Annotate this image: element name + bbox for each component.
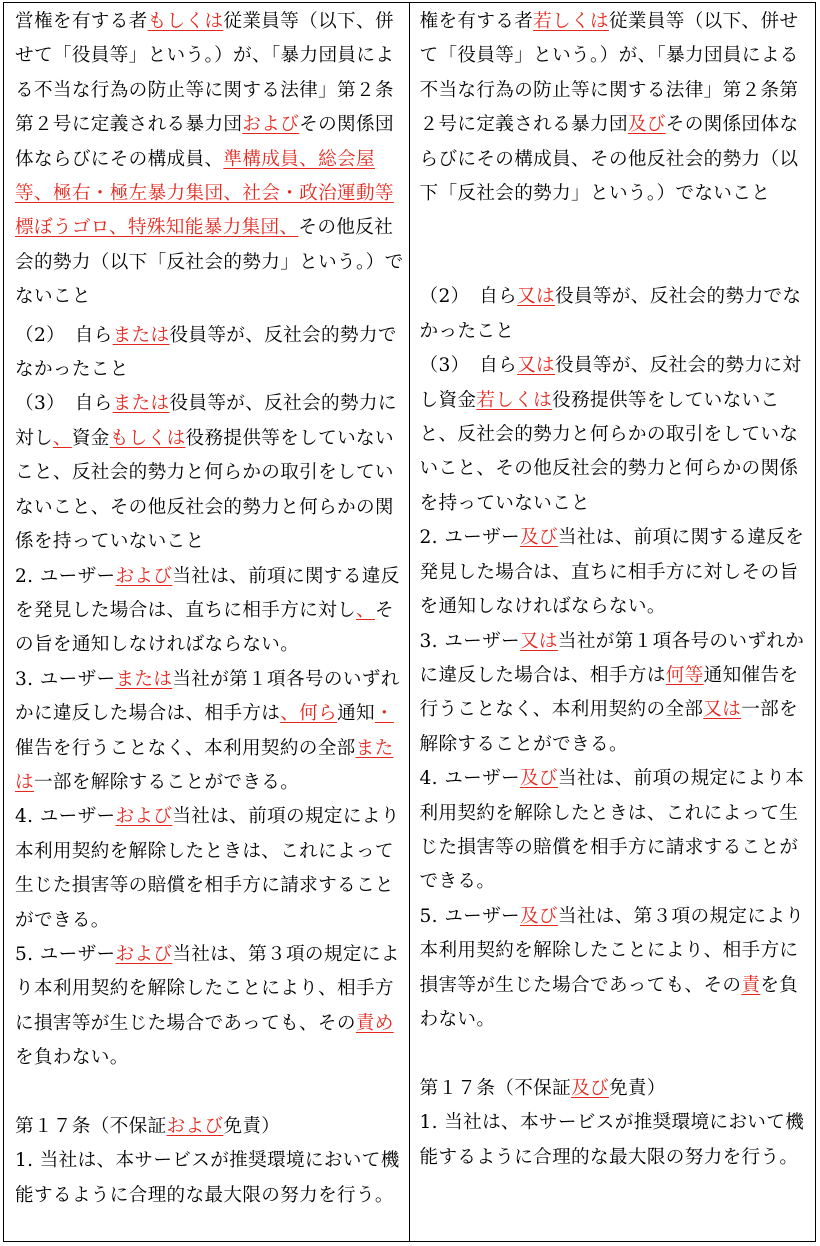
changed-text: および	[115, 565, 173, 587]
body-text: 第１７条（不保証	[419, 1077, 572, 1099]
body-text: 従業員等（以下、併せて「役員等」という。）が、「暴力団員による不当な行為の防止等に関する法律」第２条第２号に定義される暴力団	[15, 11, 395, 136]
body-text: 5. ユーザー	[15, 943, 116, 965]
changed-text: または	[115, 668, 173, 690]
body-text: 催告を行うことなく、本利用契約の全部	[15, 737, 356, 759]
changed-text: 責め	[355, 1012, 394, 1034]
changed-text: 又は	[703, 699, 742, 721]
body-text: 2. ユーザー	[15, 565, 116, 587]
body-text: 当社が第１項各号のいずれかに違反した場合は、相手方は	[419, 630, 805, 686]
body-text: 当社は、前項の規定により本利用契約を解除したときは、これによって生じた損害等の賠償を相手方に請求することができる。	[15, 806, 400, 931]
right-para-9	[420, 1106, 812, 1175]
left-para-1	[15, 5, 405, 315]
changed-text: または	[112, 393, 170, 415]
body-text: 資金	[71, 427, 110, 449]
left-article-heading	[15, 1110, 405, 1144]
body-text: を負わない。	[15, 1047, 129, 1069]
body-text: 第１７条（不保証	[15, 1115, 167, 1137]
body-text: 免責）	[223, 1115, 281, 1137]
body-text: 一部を解除することができる。	[419, 699, 799, 755]
changed-text: 責	[741, 974, 761, 996]
body-text: 5. ユーザー	[419, 905, 520, 927]
body-text: その関係団体ならびにその構成員、その他反社会的勢力（以下「反社会的勢力」という。）でないこと	[419, 114, 799, 205]
body-text: 当社が第１項各号のいずれかに違反した場合は、相手方は	[15, 668, 400, 725]
right-para-5	[420, 625, 812, 763]
right-para-4	[420, 521, 812, 624]
body-text: 4. ユーザー	[419, 768, 520, 790]
left-para-4	[15, 560, 405, 663]
body-text: 1. 当社は、本サービスが推奨環境において機能するように合理的な最大限の努力を行う。	[15, 1150, 400, 1206]
changed-text: および	[115, 943, 173, 965]
changed-text: 又は	[517, 286, 555, 308]
right-para-7	[420, 900, 812, 1038]
body-text: 役務提供等をしていないこと、反社会的勢力と何らかの取引をしていないこと、その他反社会的勢力と何らかの関係を持っていないこと	[15, 427, 394, 553]
changed-text: 及び	[571, 1077, 609, 1099]
body-text: 役務提供等をしていないこと、反社会的勢力と何らかの取引をしていないこと、その他反社会的勢力と何らかの関係を持っていないこと	[419, 389, 799, 514]
changed-text: 、	[356, 599, 375, 621]
body-text: （2） 自ら	[419, 286, 518, 308]
body-text: （3） 自ら	[419, 355, 518, 377]
right-para-1	[420, 5, 812, 211]
left-para-5	[15, 663, 405, 801]
body-text: 当社は、前項に関する違反を発見した場合は、直ちに相手方に対しその旨を通知しなければならない。	[419, 527, 805, 618]
changed-text: または	[15, 737, 394, 793]
right-column-original	[410, 3, 816, 1241]
body-text: 4. ユーザー	[15, 806, 116, 828]
changed-text: 又は	[517, 355, 555, 377]
body-text: を負わない。	[419, 974, 799, 1030]
body-text: （2） 自ら	[15, 324, 113, 346]
changed-text: 及び	[519, 905, 558, 927]
changed-text: 何等	[665, 664, 704, 686]
left-para-7	[15, 938, 405, 1076]
changed-text: 及び	[519, 768, 558, 790]
blank-line	[15, 1076, 405, 1110]
body-text: 3. ユーザー	[15, 668, 116, 690]
right-article-heading	[420, 1072, 812, 1106]
body-text: 役員等が、反社会的勢力に対し資金	[419, 355, 802, 411]
blank-line	[420, 1037, 812, 1071]
changed-text: もしくは	[147, 11, 224, 32]
body-text: 当社は、前項の規定により本利用契約を解除したときは、これによって生じた損害等の賠償を相手方に請求することができる。	[419, 768, 805, 893]
body-text: 通知	[337, 703, 375, 725]
body-text: 権を有する者	[419, 11, 534, 32]
changed-text: 及び	[519, 527, 558, 549]
body-text: 役員等が、反社会的勢力でなかったこと	[15, 324, 397, 381]
body-text: 2. ユーザー	[419, 527, 520, 549]
changed-text: および	[166, 1115, 224, 1137]
body-text: 1. 当社は、本サービスが推奨環境において機能するように合理的な最大限の努力を行う。	[419, 1112, 805, 1168]
body-text: 3. ユーザー	[419, 630, 520, 652]
left-para-2	[15, 319, 405, 388]
changed-text: および	[242, 114, 300, 136]
changed-text: ・	[374, 703, 394, 725]
changed-text: および	[115, 806, 173, 828]
body-text: 当社は、第３項の規定により本利用契約を解除したことにより、相手方に損害等が生じた場合であっても、その	[419, 905, 805, 996]
body-text: 当社は、第３項の規定により本利用契約を解除したことにより、相手方に損害等が生じた場合であっても、その	[15, 943, 400, 1034]
changed-text: 若しくは	[533, 11, 609, 32]
right-para-3	[420, 349, 812, 521]
body-text: 免責）	[608, 1077, 666, 1099]
left-para-9	[15, 1144, 405, 1213]
changed-text: 、何ら	[280, 703, 338, 725]
changed-text: 及び	[627, 114, 666, 136]
body-text: 役員等が、反社会的勢力でなかったこと	[419, 286, 802, 342]
body-text: 従業員等（以下、併せて「役員等」という。）が、「暴力団員による不当な行為の防止等に関する法律」第２条第２号に定義される暴力団	[419, 11, 799, 136]
changed-text: 若しくは	[476, 389, 553, 411]
body-text: （3） 自ら	[15, 393, 113, 415]
body-text: その関係団体ならびにその構成員、	[15, 114, 394, 170]
body-text: 営権を有する者	[15, 11, 148, 32]
changed-text: 又は	[519, 630, 558, 652]
left-para-3	[15, 387, 405, 559]
left-column-revised	[4, 3, 410, 1241]
body-text: その旨を通知しなければならない。	[15, 599, 394, 656]
body-text: 当社は、前項に関する違反を発見した場合は、直ちに相手方に対し	[15, 565, 400, 621]
left-para-6	[15, 800, 405, 938]
changed-text: 、	[52, 427, 72, 449]
body-text: 通知催告を行うことなく、本利用契約の全部	[419, 664, 799, 721]
changed-text: または	[112, 324, 170, 346]
comparison-table	[3, 2, 816, 1242]
right-para-2	[420, 280, 812, 349]
body-text: 一部を解除することができる。	[33, 771, 300, 793]
body-text: その他反社会的勢力（以下「反社会的勢力」という。）でないこと	[15, 217, 404, 308]
changed-text: もしくは	[109, 427, 186, 449]
right-para-6	[420, 762, 812, 900]
body-text: 役員等が、反社会的勢力に対し	[15, 393, 397, 449]
changed-text: 準構成員、総会屋等、極右・極左暴力集団、社会・政治運動等標ぼうゴロ、特殊知能暴力集団、	[15, 148, 394, 239]
